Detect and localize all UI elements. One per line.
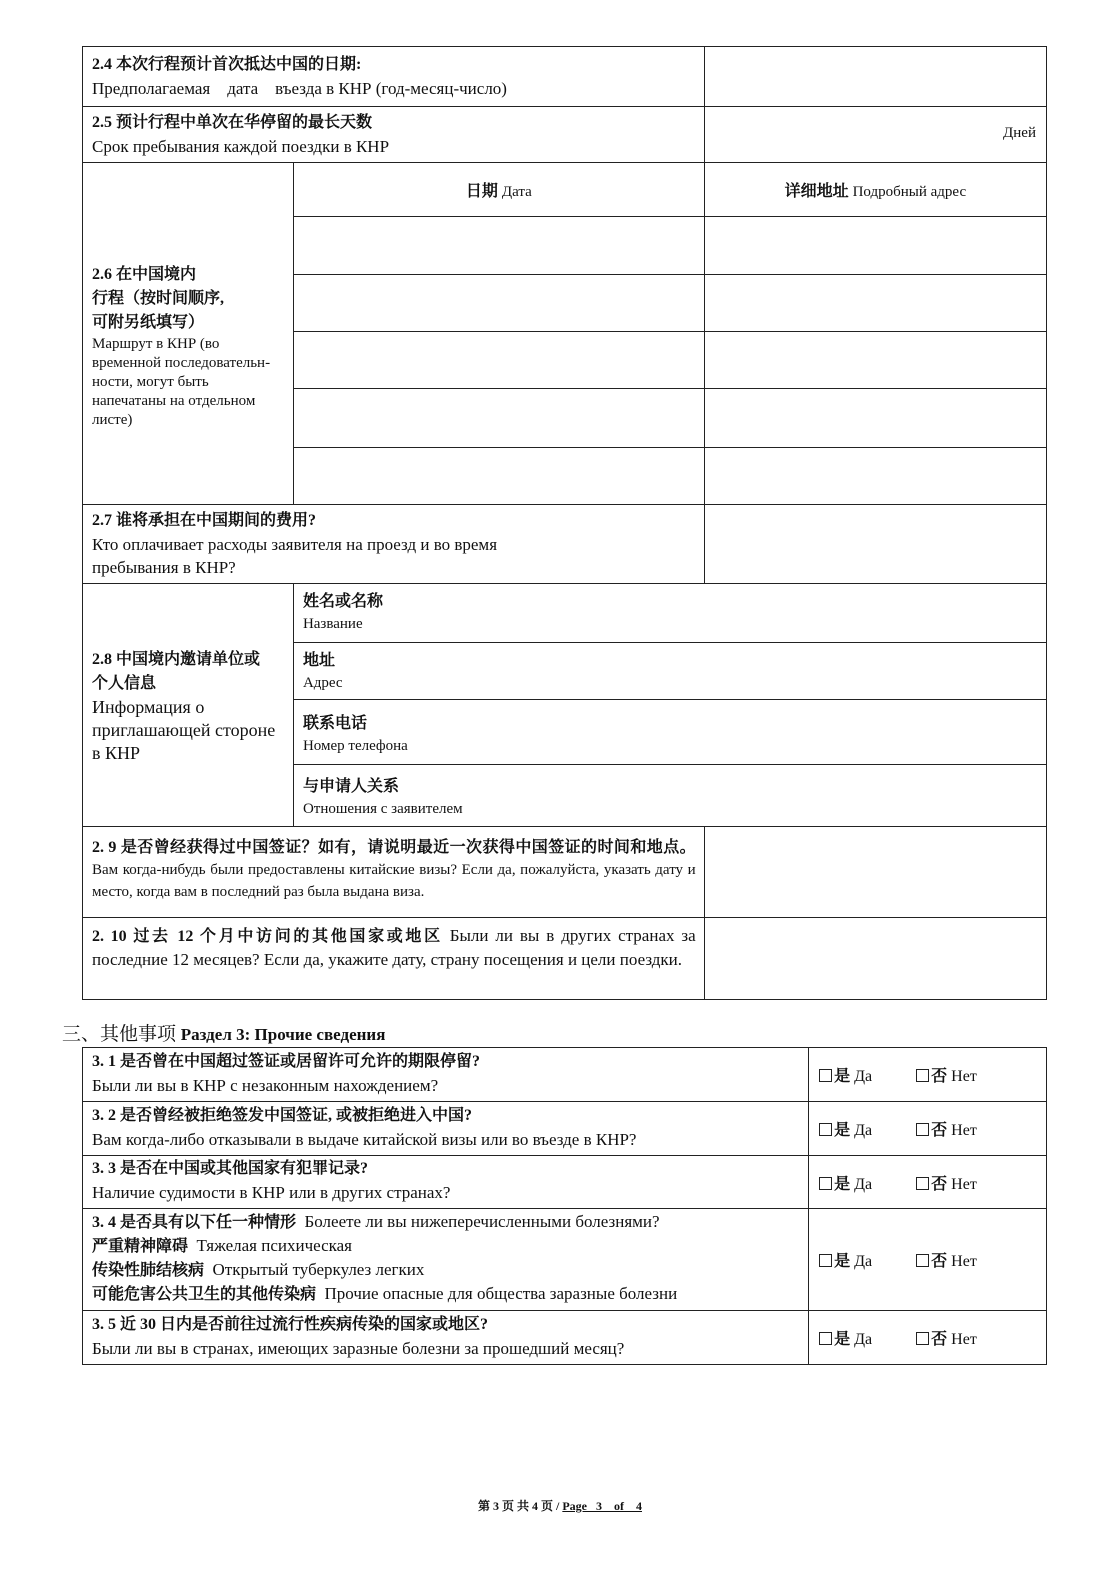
days-unit: Дней — [1003, 125, 1036, 141]
page-footer — [0, 1497, 1120, 1514]
q2-8-zh-1: 2.8 中国境内邀请单位或 — [92, 650, 261, 668]
itinerary-address-field[interactable] — [704, 389, 1046, 448]
section3-table — [82, 1047, 1047, 1365]
q3-3-no-option[interactable] — [916, 1176, 977, 1193]
itinerary-date-field[interactable] — [293, 448, 704, 505]
q3-5-no-option[interactable] — [916, 1331, 977, 1348]
q2-7-label — [83, 505, 705, 584]
date-header-ru: Дата — [501, 184, 532, 200]
itinerary-date-header — [293, 163, 704, 217]
itinerary-date-field[interactable] — [293, 389, 704, 448]
q2-7-zh: 2.7 谁将承担在中国期间的费用? — [92, 512, 317, 529]
address-header-ru: Подробный адрес — [852, 184, 967, 200]
inviter-address-field[interactable] — [293, 643, 1046, 700]
yes-ru: Да — [854, 1175, 873, 1193]
checkbox-icon[interactable] — [916, 1069, 929, 1082]
q2-6-ru: Маршрут в КНР (во временной последовательн-ности, могут быть напечатаны на отдельном листе) — [92, 336, 271, 428]
yes-ru: Да — [854, 1122, 873, 1139]
no-ru: Нет — [951, 1068, 977, 1085]
footer-sep: / — [556, 1499, 560, 1513]
q3-2-zh: 3. 2 是否曾经被拒绝签发中国签证, 或被拒绝进入中国? — [92, 1107, 473, 1124]
q2-10-zh: 2. 10 过去 12 个月中访问的其他国家或地区 — [92, 928, 443, 945]
q2-7-ru: Кто оплачивает расходы заявителя на проезд и во время пребывания в КНР? — [92, 535, 498, 577]
q2-9-answer-field[interactable] — [704, 827, 1046, 918]
q2-4-label — [83, 47, 705, 107]
no-ru: Нет — [951, 1253, 977, 1270]
no-ru: Нет — [951, 1175, 977, 1193]
q3-2-label — [83, 1102, 809, 1156]
q2-10-answer-field[interactable] — [704, 918, 1046, 1000]
inviter-relation-ru: Отношения с заявителем — [302, 801, 463, 817]
section3-zh: 三、其他事项 — [62, 1024, 177, 1045]
no-ru: Нет — [951, 1331, 977, 1348]
checkbox-icon[interactable] — [916, 1332, 929, 1345]
q3-4-item2-zh: 传染性肺结核病 — [92, 1262, 205, 1279]
inviter-address-ru: Адрес — [302, 675, 343, 691]
q3-4-item3-ru: Прочие опасные для общества заразные болезни — [324, 1284, 678, 1303]
q3-4-item1-ru: Тяжелая психическая — [196, 1236, 353, 1255]
checkbox-icon[interactable] — [819, 1123, 832, 1136]
checkbox-icon[interactable] — [916, 1177, 929, 1190]
q2-9-zh: 2. 9 是否曾经获得过中国签证？如有，请说明最近一次获得中国签证的时间和地点。 — [92, 839, 696, 856]
q3-1-no-option[interactable] — [916, 1068, 977, 1085]
inviter-name-field[interactable] — [293, 584, 1046, 643]
q3-4-yes-option[interactable] — [819, 1253, 872, 1270]
q3-4-item3-zh: 可能危害公共卫生的其他传染病 — [92, 1286, 317, 1303]
q3-5-label — [83, 1311, 809, 1365]
checkbox-icon[interactable] — [916, 1123, 929, 1136]
checkbox-icon[interactable] — [819, 1254, 832, 1267]
no-ru: Нет — [951, 1122, 977, 1139]
q2-5-ru: Срок пребывания каждой поездки в КНР — [92, 137, 390, 156]
q3-2-answer — [809, 1102, 1047, 1156]
q2-8-zh-2: 个人信息 — [92, 674, 157, 692]
yes-zh: 是 — [834, 1068, 851, 1085]
itinerary-address-field[interactable] — [704, 448, 1046, 505]
no-zh: 否 — [931, 1175, 948, 1193]
q3-1-yes-option[interactable] — [819, 1068, 872, 1085]
q3-3-zh: 3. 3 是否在中国或其他国家有犯罪记录? — [92, 1160, 369, 1177]
q2-6-zh-3: 可附另纸填写） — [92, 314, 205, 331]
q3-1-zh: 3. 1 是否曾在中国超过签证或居留许可允许的期限停留? — [92, 1053, 481, 1070]
q3-1-label — [83, 1048, 809, 1102]
q3-4-zh: 3. 4 是否具有以下任一种情形 — [92, 1214, 297, 1231]
footer-en: Page 3 of 4 — [562, 1499, 642, 1513]
q3-3-ru: Наличие судимости в КНР или в других странах? — [92, 1183, 451, 1202]
q3-1-answer — [809, 1048, 1047, 1102]
inviter-phone-ru: Номер телефона — [302, 738, 408, 754]
checkbox-icon[interactable] — [916, 1254, 929, 1267]
no-zh: 否 — [931, 1068, 948, 1085]
checkbox-icon[interactable] — [819, 1177, 832, 1190]
q3-4-item1-zh: 严重精神障碍 — [92, 1238, 189, 1255]
no-zh: 否 — [931, 1331, 948, 1348]
q2-4-answer-field[interactable] — [704, 47, 1046, 107]
q2-5-label — [83, 107, 705, 163]
q2-10-label — [83, 918, 705, 1000]
itinerary-address-field[interactable] — [704, 332, 1046, 389]
inviter-relation-field[interactable] — [293, 765, 1046, 827]
q3-4-label — [83, 1209, 809, 1311]
q3-3-label — [83, 1156, 809, 1209]
q3-4-ru: Болеете ли вы нижеперечисленными болезнями? — [304, 1212, 660, 1231]
q3-4-no-option[interactable] — [916, 1253, 977, 1270]
q3-5-ru: Были ли вы в странах, имеющих заразные болезни за прошедший месяц? — [92, 1339, 625, 1358]
q2-8-ru: Информация о приглашающей стороне в КНР — [92, 696, 276, 763]
q3-1-ru: Были ли вы в КНР с незаконным нахождением? — [92, 1076, 439, 1095]
q2-9-label — [83, 827, 705, 918]
no-zh: 否 — [931, 1122, 948, 1139]
inviter-name-ru: Название — [302, 616, 363, 632]
q2-4-zh: 2.4 本次行程预计首次抵达中国的日期: — [92, 56, 362, 73]
q2-9-ru: Вам когда-нибудь были предоставлены китайские визы? Если да, пожалуйста, указать дату и место, когда вам в последний раз была выдана виза. — [92, 862, 696, 900]
q3-4-item2-ru: Открытый туберкулез легких — [212, 1260, 425, 1279]
yes-ru: Да — [854, 1331, 873, 1348]
q3-2-yes-option[interactable] — [819, 1122, 872, 1139]
itinerary-date-field[interactable] — [293, 275, 704, 332]
checkbox-icon[interactable] — [819, 1332, 832, 1345]
inviter-name-zh: 姓名或名称 — [302, 593, 383, 610]
itinerary-address-field[interactable] — [704, 217, 1046, 275]
q3-5-yes-option[interactable] — [819, 1331, 872, 1348]
q3-2-ru: Вам когда-либо отказывали в выдаче китайской визы или во въезде в КНР? — [92, 1130, 637, 1149]
inviter-relation-zh: 与申请人关系 — [302, 778, 399, 795]
q2-7-answer-field[interactable] — [704, 505, 1046, 584]
yes-ru: Да — [854, 1253, 873, 1270]
q3-3-yes-option[interactable] — [819, 1176, 872, 1193]
q3-4-answer — [809, 1209, 1047, 1311]
inviter-phone-field[interactable] — [293, 700, 1046, 765]
yes-zh: 是 — [834, 1175, 851, 1193]
yes-ru: Да — [854, 1068, 873, 1085]
q2-10-ru: Были ли вы в других странах за последние 12 месяцев? Если да, укажите дату, страну посещения и цели поездки. — [92, 926, 696, 969]
section2-table — [82, 46, 1047, 1000]
no-zh: 否 — [931, 1253, 948, 1270]
q2-8-label — [83, 584, 294, 827]
yes-zh: 是 — [834, 1331, 851, 1348]
checkbox-icon[interactable] — [819, 1069, 832, 1082]
q2-6-zh-2: 行程（按时间顺序, — [92, 290, 225, 307]
footer-zh: 第 3 页 共 4 页 — [477, 1499, 553, 1513]
inviter-phone-zh: 联系电话 — [302, 715, 367, 732]
itinerary-date-field[interactable] — [293, 332, 704, 389]
q2-5-zh: 2.5 预计行程中单次在华停留的最长天数 — [92, 114, 373, 131]
q3-3-answer — [809, 1156, 1047, 1209]
section3-ru: Раздел 3: Прочие сведения — [180, 1025, 386, 1044]
q2-6-zh-1: 2.6 在中国境内 — [92, 266, 197, 283]
yes-zh: 是 — [834, 1122, 851, 1139]
q3-5-zh: 3. 5 近 30 日内是否前往过流行性疾病传染的国家或地区? — [92, 1316, 489, 1333]
q3-5-answer — [809, 1311, 1047, 1365]
q3-2-no-option[interactable] — [916, 1122, 977, 1139]
itinerary-address-header — [704, 163, 1046, 217]
yes-zh: 是 — [834, 1253, 851, 1270]
date-header-zh: 日期 — [465, 183, 498, 200]
address-header-zh: 详细地址 — [784, 183, 849, 200]
itinerary-date-field[interactable] — [293, 217, 704, 275]
section3-heading — [62, 1019, 385, 1046]
q2-4-ru: Предполагаемая дата въезда в КНР (год-месяц-число) — [92, 79, 507, 98]
inviter-address-zh: 地址 — [302, 652, 335, 669]
q2-5-answer-field[interactable] — [704, 107, 1046, 163]
itinerary-address-field[interactable] — [704, 275, 1046, 332]
q2-6-label — [83, 163, 294, 505]
